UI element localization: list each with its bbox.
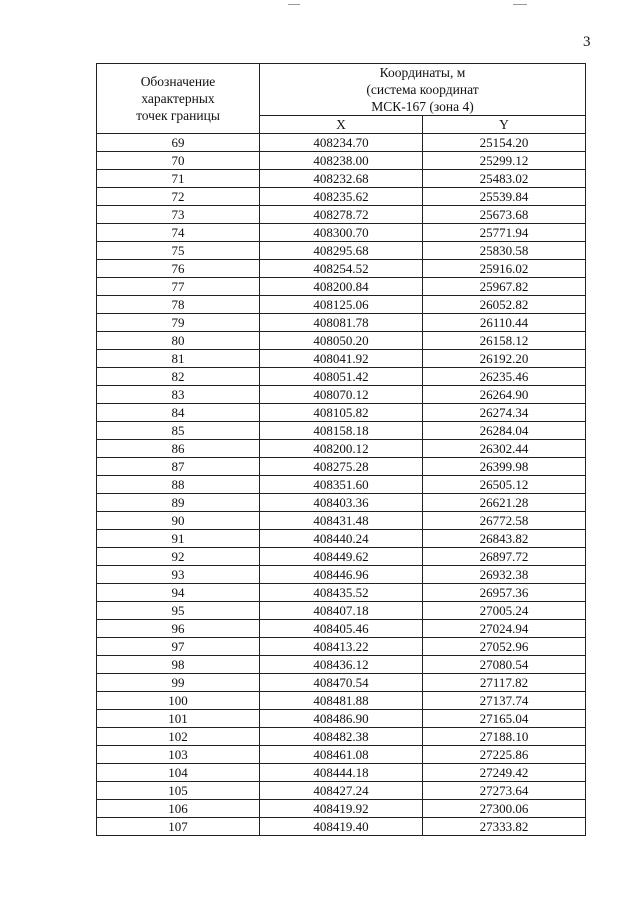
point-number-cell: 76 [97,260,260,278]
table-row [97,566,586,584]
y-coordinate-cell: 26274.34 [423,404,586,422]
y-coordinate-cell: 25967.82 [423,278,586,296]
table-row [97,764,586,782]
x-coordinate-cell: 408278.72 [260,206,423,224]
point-number-cell: 69 [97,134,260,152]
y-coordinate-cell: 26957.36 [423,584,586,602]
point-number-cell: 103 [97,746,260,764]
table-row [97,782,586,800]
y-coordinate-cell: 25771.94 [423,224,586,242]
y-coordinate-cell: 26772.58 [423,512,586,530]
point-number-cell: 101 [97,710,260,728]
table-row [97,494,586,512]
point-number-cell: 78 [97,296,260,314]
x-coordinate-cell: 408436.12 [260,656,423,674]
table-row [97,206,586,224]
table-row [97,368,586,386]
y-coordinate-cell: 26932.38 [423,566,586,584]
point-number-cell: 107 [97,818,260,836]
table-row [97,818,586,836]
coordinates-header: Координаты, м (система координат МСК-167 (зона 4) [260,64,586,116]
y-coordinate-cell: 26302.44 [423,440,586,458]
x-coordinate-cell: 408254.52 [260,260,423,278]
point-number-cell: 91 [97,530,260,548]
table-row [97,476,586,494]
y-coordinate-cell: 25299.12 [423,152,586,170]
point-number-cell: 85 [97,422,260,440]
y-coordinate-cell: 26284.04 [423,422,586,440]
x-coordinate-cell: 408050.20 [260,332,423,350]
table-row [97,170,586,188]
table-row [97,584,586,602]
table-row [97,710,586,728]
y-coordinate-cell: 26052.82 [423,296,586,314]
y-coordinate-cell: 27273.64 [423,782,586,800]
x-coordinate-cell: 408446.96 [260,566,423,584]
y-coordinate-cell: 26235.46 [423,368,586,386]
table-row [97,278,586,296]
point-number-cell: 106 [97,800,260,818]
table-row [97,404,586,422]
table-row [97,386,586,404]
x-coordinate-cell: 408427.24 [260,782,423,800]
table-row [97,638,586,656]
table-row [97,152,586,170]
point-number-cell: 82 [97,368,260,386]
table-row [97,512,586,530]
point-number-cell: 102 [97,728,260,746]
x-coordinate-cell: 408238.00 [260,152,423,170]
y-coordinate-cell: 25830.58 [423,242,586,260]
point-number-cell: 79 [97,314,260,332]
y-coordinate-cell: 27117.82 [423,674,586,692]
point-number-cell: 98 [97,656,260,674]
point-number-cell: 99 [97,674,260,692]
table-row [97,674,586,692]
point-number-cell: 89 [97,494,260,512]
point-number-cell: 88 [97,476,260,494]
y-coordinate-cell: 27024.94 [423,620,586,638]
y-coordinate-cell: 26399.98 [423,458,586,476]
point-number-cell: 94 [97,584,260,602]
table-row [97,530,586,548]
table-row [97,242,586,260]
y-coordinate-cell: 25916.02 [423,260,586,278]
y-coordinate-cell: 26621.28 [423,494,586,512]
y-coordinate-cell: 26843.82 [423,530,586,548]
x-coordinate-cell: 408440.24 [260,530,423,548]
point-number-cell: 104 [97,764,260,782]
y-coordinate-cell: 27333.82 [423,818,586,836]
table-row [97,620,586,638]
x-coordinate-cell: 408413.22 [260,638,423,656]
point-number-cell: 87 [97,458,260,476]
x-coordinate-cell: 408486.90 [260,710,423,728]
point-number-cell: 74 [97,224,260,242]
table-row [97,602,586,620]
x-coordinate-cell: 408419.92 [260,800,423,818]
table-row [97,728,586,746]
point-number-cell: 72 [97,188,260,206]
point-number-cell: 96 [97,620,260,638]
x-coordinate-cell: 408300.70 [260,224,423,242]
point-number-cell: 83 [97,386,260,404]
y-coordinate-cell: 26110.44 [423,314,586,332]
table-row [97,350,586,368]
x-coordinate-cell: 408125.06 [260,296,423,314]
point-number-cell: 70 [97,152,260,170]
x-coordinate-cell: 408405.46 [260,620,423,638]
table-row [97,260,586,278]
y-coordinate-cell: 25483.02 [423,170,586,188]
point-number-cell: 84 [97,404,260,422]
point-number-cell: 93 [97,566,260,584]
x-coordinate-cell: 408470.54 [260,674,423,692]
x-coordinate-cell: 408444.18 [260,764,423,782]
y-coordinate-cell: 25673.68 [423,206,586,224]
table-row [97,314,586,332]
y-coordinate-cell: 26158.12 [423,332,586,350]
y-coordinate-cell: 27165.04 [423,710,586,728]
point-number-cell: 95 [97,602,260,620]
x-coordinate-cell: 408105.82 [260,404,423,422]
x-coordinate-cell: 408158.18 [260,422,423,440]
y-coordinate-cell: 27137.74 [423,692,586,710]
table-row [97,224,586,242]
point-number-cell: 75 [97,242,260,260]
x-coordinate-cell: 408435.52 [260,584,423,602]
y-coordinate-cell: 25154.20 [423,134,586,152]
x-coordinate-cell: 408481.88 [260,692,423,710]
x-coordinate-cell: 408403.36 [260,494,423,512]
point-number-cell: 71 [97,170,260,188]
y-coordinate-cell: 27052.96 [423,638,586,656]
y-coordinate-cell: 27005.24 [423,602,586,620]
page-number: 3 [583,34,591,50]
x-coordinate-cell: 408232.68 [260,170,423,188]
x-coordinate-cell: 408051.42 [260,368,423,386]
x-coordinate-cell: 408431.48 [260,512,423,530]
point-number-cell: 73 [97,206,260,224]
x-coordinate-cell: 408070.12 [260,386,423,404]
x-coordinate-cell: 408419.40 [260,818,423,836]
table-row [97,800,586,818]
point-number-cell: 100 [97,692,260,710]
designation-header: Обозначение характерных точек границы [97,64,260,134]
x-coordinate-cell: 408235.62 [260,188,423,206]
x-coordinate-cell: 408200.12 [260,440,423,458]
y-coordinate-cell: 27249.42 [423,764,586,782]
point-number-cell: 77 [97,278,260,296]
y-coordinate-cell: 27188.10 [423,728,586,746]
table-body [97,134,586,836]
x-coordinate-cell: 408351.60 [260,476,423,494]
point-number-cell: 86 [97,440,260,458]
point-number-cell: 81 [97,350,260,368]
coordinates-table [96,63,586,836]
x-column-header: X [260,116,423,134]
table-row [97,656,586,674]
table-row [97,188,586,206]
table-row [97,296,586,314]
x-coordinate-cell: 408449.62 [260,548,423,566]
x-coordinate-cell: 408234.70 [260,134,423,152]
y-coordinate-cell: 27300.06 [423,800,586,818]
point-number-cell: 80 [97,332,260,350]
table-row [97,746,586,764]
x-coordinate-cell: 408295.68 [260,242,423,260]
point-number-cell: 97 [97,638,260,656]
y-coordinate-cell: 26505.12 [423,476,586,494]
table-row [97,332,586,350]
y-coordinate-cell: 27225.86 [423,746,586,764]
y-coordinate-cell: 27080.54 [423,656,586,674]
table-row [97,548,586,566]
x-coordinate-cell: 408482.38 [260,728,423,746]
x-coordinate-cell: 408275.28 [260,458,423,476]
x-coordinate-cell: 408081.78 [260,314,423,332]
y-coordinate-cell: 26192.20 [423,350,586,368]
y-coordinate-cell: 25539.84 [423,188,586,206]
x-coordinate-cell: 408407.18 [260,602,423,620]
x-coordinate-cell: 408461.08 [260,746,423,764]
y-coordinate-cell: 26897.72 [423,548,586,566]
point-number-cell: 92 [97,548,260,566]
y-column-header: Y [423,116,586,134]
x-coordinate-cell: 408200.84 [260,278,423,296]
y-coordinate-cell: 26264.90 [423,386,586,404]
x-coordinate-cell: 408041.92 [260,350,423,368]
table-row [97,422,586,440]
point-number-cell: 105 [97,782,260,800]
table-row [97,440,586,458]
table-row [97,692,586,710]
table-row [97,458,586,476]
point-number-cell: 90 [97,512,260,530]
table-row [97,134,586,152]
